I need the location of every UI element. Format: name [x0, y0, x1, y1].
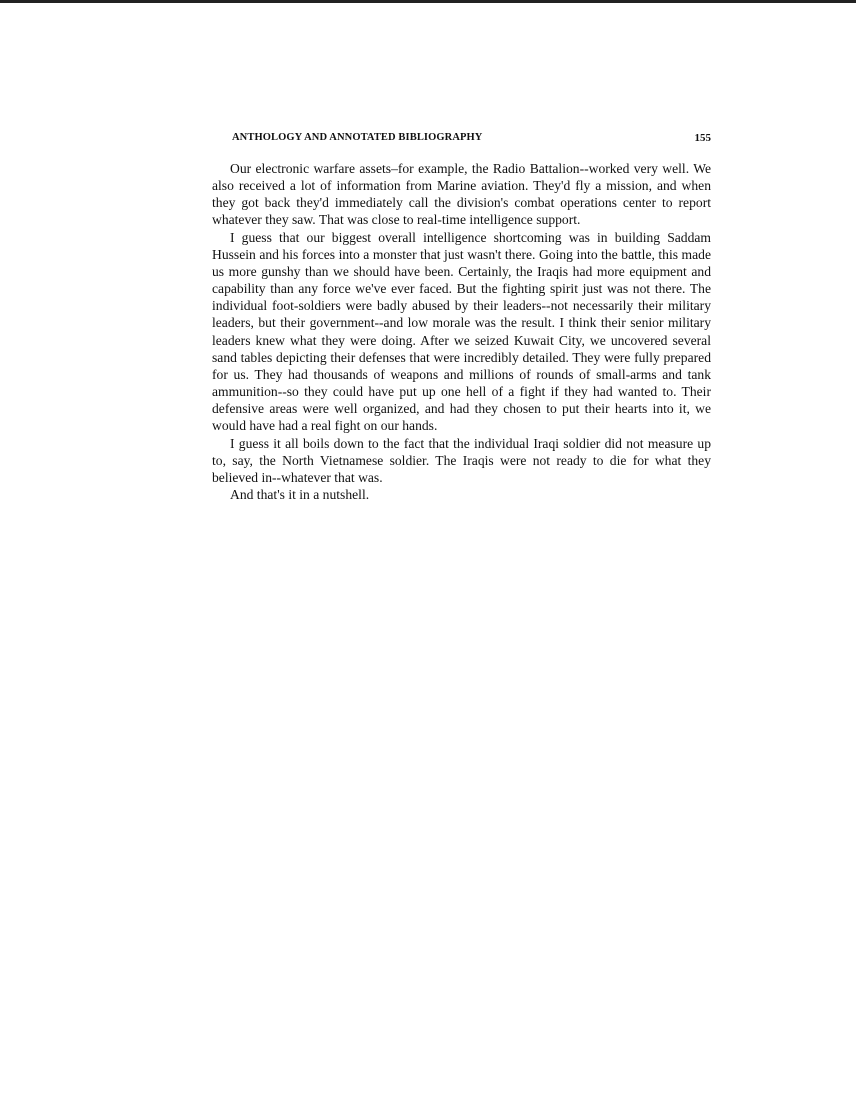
paragraph-iraqi-soldier: I guess it all boils down to the fact that the individual Iraqi soldier did not measure up to, say, the North Vietnamese soldier. The Iraqis were not ready to die for what they believed in--whatever that was. — [212, 435, 711, 485]
paragraph-nutshell: And that's it in a nutshell. — [230, 486, 370, 502]
page-number: 155 — [694, 132, 711, 144]
running-head-title: ANTHOLOGY AND ANNOTATED BIBLIOGRAPHY — [232, 132, 483, 143]
running-head — [232, 131, 711, 147]
top-border-rule — [0, 0, 856, 3]
paragraph-electronic-warfare: Our electronic warfare assets–for example, the Radio Battalion--worked very well. We also received a lot of information from Marine aviation. They'd fly a mission, and when they got back they'd immediately call the division's combat operations center to report whatever they saw. That was close to real-time intelligence support. — [212, 161, 711, 228]
paragraph-intelligence-shortcoming: I guess that our biggest overall intelligence shortcoming was in building Saddam Hussein and his forces into a monster that just wasn't there. Going into the battle, this made us more gunshy than we should have been. Certainly, the Iraqis had more equipment and capability than any force we've ever faced. But the fighting spirit just was not there. The individual foot-soldiers were badly abused by their leaders--not necessarily their military leaders, but their government--and low morale was the result. I think their senior military leaders knew what they were doing. After we seized Kuwait City, we uncovered several sand tables depicting their defenses that were incredibly detailed. They were fully prepared for us. They had thousands of weapons and millions of rounds of small-arms and tank ammunition--so they could have put up one hell of a fight if they had wanted to. Their defensive areas were well organized, and had they chosen to put their hearts into it, we would have had a real fight on our hands. — [212, 229, 711, 434]
body-text — [212, 160, 711, 503]
